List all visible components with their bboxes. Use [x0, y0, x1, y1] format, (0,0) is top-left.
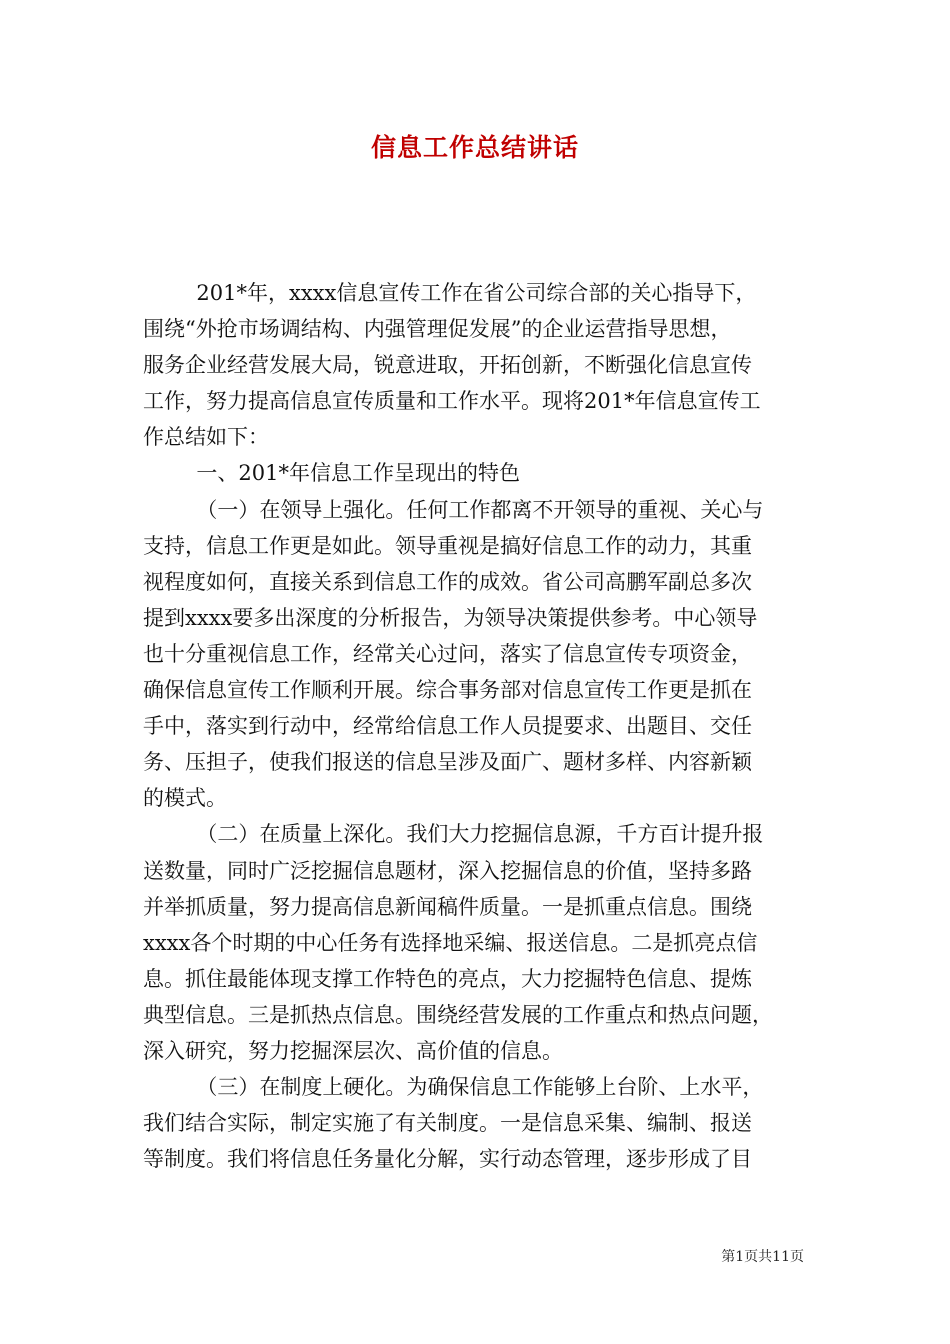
text-line: 确保信息宣传工作顺利开展。综合事务部对信息宣传工作更是抓在 [143, 678, 752, 703]
text-line: 作总结如下： [143, 425, 269, 450]
text-line: （一）在领导上强化。任何工作都离不开领导的重视、关心与 [143, 497, 764, 522]
text-line: 一、201*年信息工作呈现出的特色 [143, 461, 520, 486]
document-body [143, 275, 808, 1177]
text-line: 等制度。我们将信息任务量化分解，实行动态管理，逐步形成了目 [143, 1147, 752, 1172]
text-line: 手中，落实到行动中，经常给信息工作人员提要求、出题目、交任 [143, 714, 752, 739]
text-line: 也十分重视信息工作，经常关心过问，落实了信息宣传专项资金， [143, 641, 752, 666]
text-line: 视程度如何，直接关系到信息工作的成效。省公司高鹏军副总多次 [143, 569, 752, 594]
text-line: 提到xxxx要多出深度的分析报告，为领导决策提供参考。中心领导 [143, 605, 758, 630]
text-line: 送数量，同时广泛挖掘信息题材，深入挖掘信息的价值，坚持多路 [143, 858, 752, 883]
text-line: 支持，信息工作更是如此。领导重视是搞好信息工作的动力，其重 [143, 533, 752, 558]
text-line: 201*年，xxxx信息宣传工作在省公司综合部的关心指导下， [143, 281, 757, 305]
text-line: （三）在制度上硬化。为确保信息工作能够上台阶、上水平， [143, 1075, 764, 1100]
document-title: 信息工作总结讲话 [370, 133, 579, 162]
text-line: 工作，努力提高信息宣传质量和工作水平。现将201*年信息宣传工 [143, 389, 761, 414]
text-line: 深入研究，努力挖掘深层次、高价值的信息。 [143, 1038, 563, 1063]
text-line: 围绕“外抢市场调结构、内强管理促发展”的企业运营指导思想， [143, 317, 732, 342]
text-line: xxxx各个时期的中心任务有选择地采编、报送信息。二是抓亮点信 [143, 930, 758, 955]
text-line: 息。抓住最能体现支撑工作特色的亮点，大力挖掘特色信息、提炼 [143, 966, 752, 991]
text-line: （二）在质量上深化。我们大力挖掘信息源，千方百计提升报 [143, 822, 764, 847]
text-line: 服务企业经营发展大局，锐意进取，开拓创新，不断强化信息宣传 [143, 353, 752, 378]
page-number-footer: 第1页共11页 [721, 1249, 804, 1265]
text-line: 典型信息。三是抓热点信息。围绕经营发展的工作重点和热点问题， [143, 1002, 773, 1027]
text-line: 并举抓质量，努力提高信息新闻稿件质量。一是抓重点信息。围绕 [143, 894, 752, 919]
text-line: 的模式。 [143, 786, 227, 811]
text-line: 务、压担子，使我们报送的信息呈涉及面广、题材多样、内容新颖 [143, 750, 752, 775]
text-line: 我们结合实际，制定实施了有关制度。一是信息采集、编制、报送 [143, 1111, 752, 1136]
